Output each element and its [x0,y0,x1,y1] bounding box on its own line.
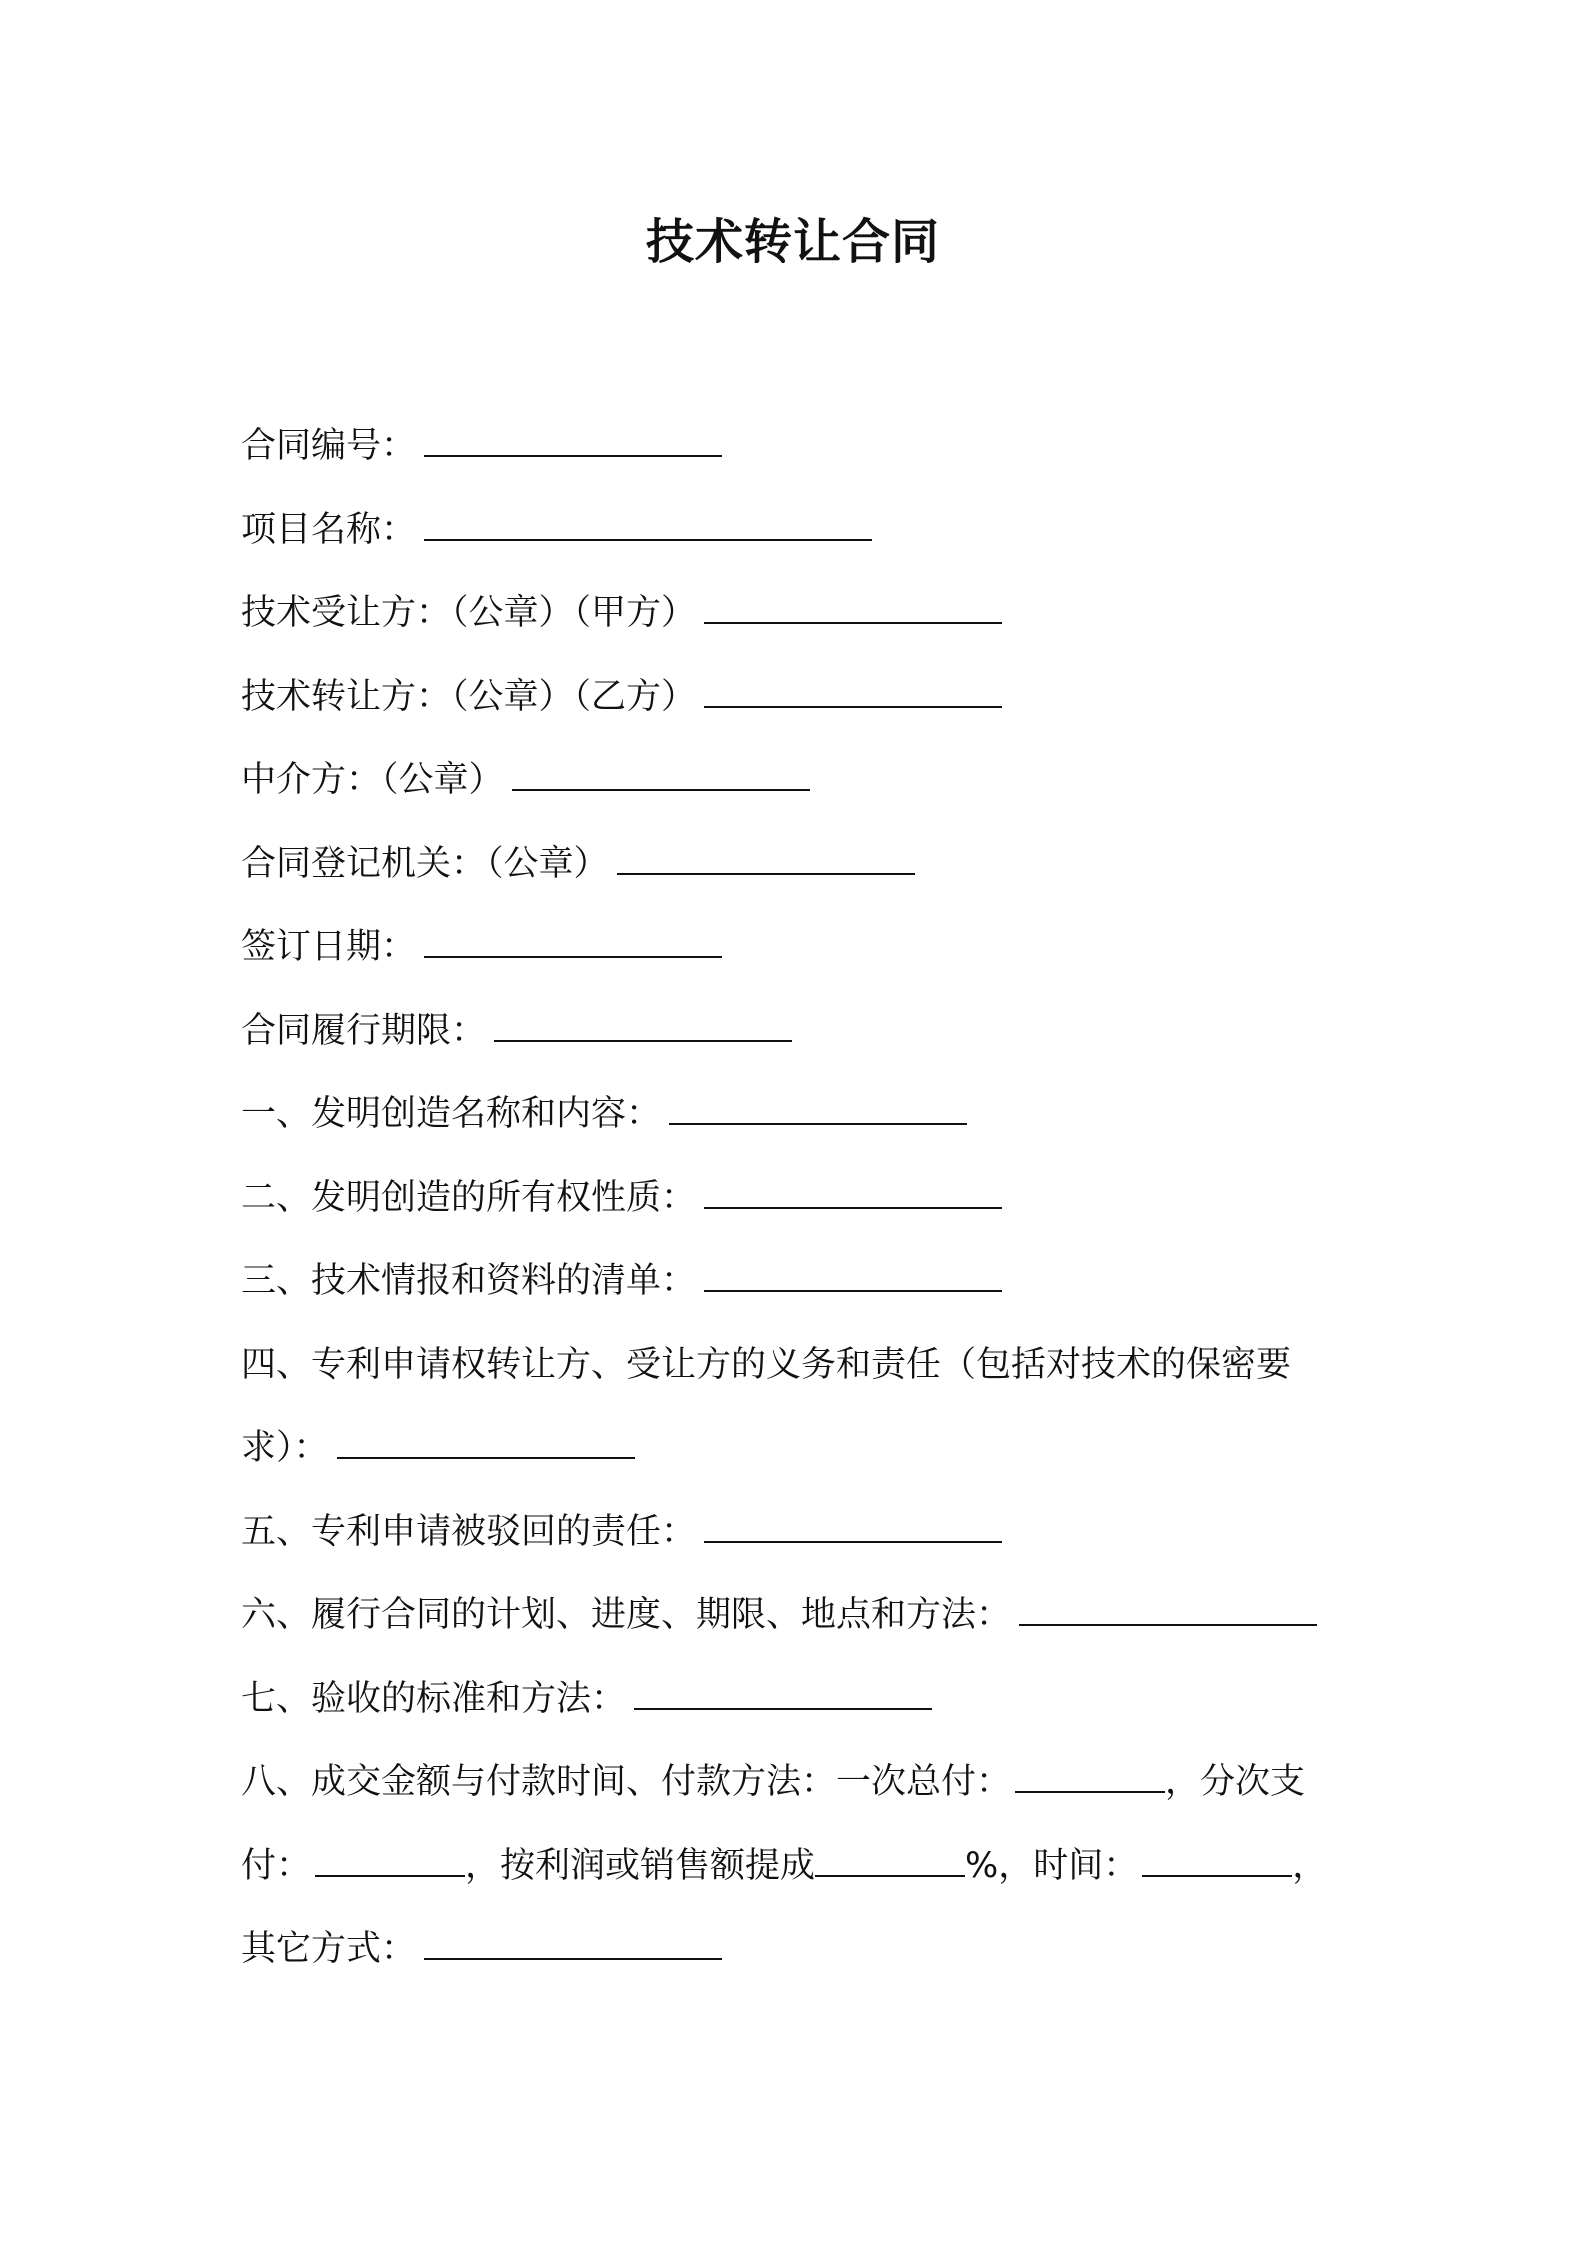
transferee-blank[interactable] [704,592,1002,624]
clause-1-row [241,1073,1361,1157]
clause-4-row-2 [241,1407,1361,1491]
intermediary-row [241,739,1361,823]
clause-2-row [241,1157,1361,1241]
contract-number-label: 合同编号： [241,426,417,466]
transferor-row [241,656,1361,740]
clause-4-row-1 [241,1324,1361,1408]
signing-date-row [241,906,1361,990]
transferee-row [241,572,1361,656]
contract-body [241,405,1361,1992]
clause-7-label: 七、验收的标准和方法： [241,1678,627,1719]
installment-blank[interactable] [315,1845,465,1877]
clause-8-row-2 [241,1825,1361,1909]
signing-date-label: 签订日期： [241,927,417,967]
clause-7-row [241,1658,1361,1742]
clause-7-blank[interactable] [634,1678,932,1710]
document-title: 技术转让合同 [645,214,940,270]
clause-6-label: 六、履行合同的计划、进度、期限、地点和方法： [241,1595,1012,1635]
performance-term-blank[interactable] [494,1010,792,1042]
performance-term-row [241,990,1361,1074]
transferor-label: 技术转让方：（公章）（乙方） [241,676,697,717]
clause-3-row [241,1240,1361,1324]
clause-2-blank[interactable] [704,1177,1002,1209]
other-method-blank[interactable] [424,1928,722,1960]
intermediary-label: 中介方：（公章） [241,760,504,800]
clause-8-text-4: ，按利润或销售额提成 [465,1845,816,1886]
clause-4-text-1: 四、专利申请权转让方、受让方的义务和责任（包括对技术的保密要 [241,1344,1292,1385]
clause-8-text-7: 其它方式： [241,1929,417,1969]
clause-8-text-6: ， [1292,1845,1328,1886]
transferee-label: 技术受让方：（公章）（甲方） [241,593,697,633]
signing-date-blank[interactable] [424,926,722,958]
intermediary-blank[interactable] [512,759,810,791]
clause-8-row-1 [241,1741,1361,1825]
project-name-blank[interactable] [424,509,872,541]
clause-3-label: 三、技术情报和资料的清单： [241,1261,697,1301]
royalty-percent-blank[interactable] [815,1845,965,1877]
clause-5-blank[interactable] [704,1511,1002,1543]
lump-sum-blank[interactable] [1015,1761,1165,1793]
contract-number-row [241,405,1361,489]
transferor-blank[interactable] [704,676,1002,708]
clause-5-label: 五、专利申请被驳回的责任： [241,1511,697,1552]
contract-number-blank[interactable] [424,425,722,457]
clause-1-label: 一、发明创造名称和内容： [241,1094,662,1134]
performance-term-label: 合同履行期限： [241,1010,487,1051]
clause-8-text-3: 付： [241,1845,312,1886]
clause-5-row [241,1491,1361,1575]
registration-authority-label: 合同登记机关：（公章） [241,843,609,884]
clause-3-blank[interactable] [704,1260,1002,1292]
clause-8-text-1: 八、成交金额与付款时间、付款方法：一次总付： [241,1762,1012,1802]
registration-authority-row [241,823,1361,907]
clause-4-text-2: 求）： [241,1428,329,1468]
clause-2-label: 二、发明创造的所有权性质： [241,1177,697,1218]
project-name-row [241,489,1361,573]
payment-time-blank[interactable] [1142,1845,1292,1877]
clause-6-row [241,1574,1361,1658]
clause-8-row-3 [241,1908,1361,1992]
registration-authority-blank[interactable] [617,843,915,875]
clause-4-blank[interactable] [337,1427,635,1459]
project-name-label: 项目名称： [241,509,417,550]
clause-8-text-2: ，分次支 [1165,1762,1306,1802]
clause-6-blank[interactable] [1019,1594,1317,1626]
clause-1-blank[interactable] [669,1093,967,1125]
clause-8-text-5: %，时间： [965,1845,1139,1886]
